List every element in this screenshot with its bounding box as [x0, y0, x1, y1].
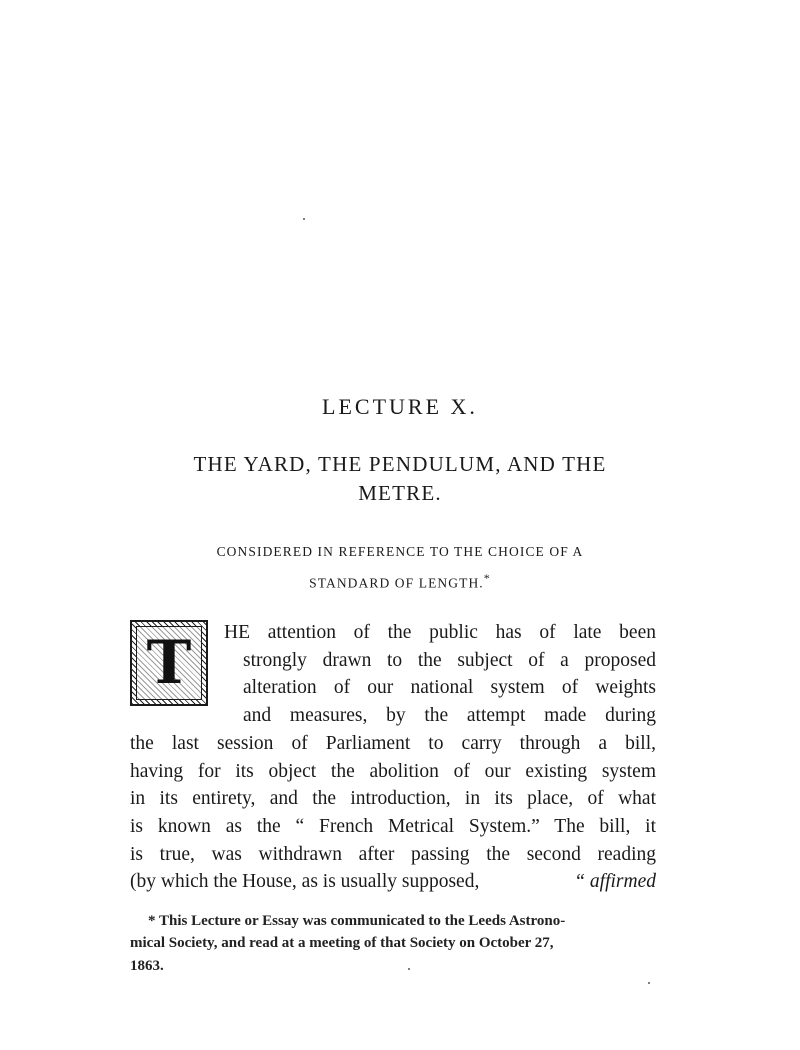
subtitle: [150, 538, 650, 597]
page-speck: [303, 218, 305, 220]
body-line-text: (by which the House, as is usually supposed,: [130, 871, 480, 892]
body-line: [130, 869, 656, 895]
body-line: strongly drawn to the subject of a proposed: [243, 650, 656, 671]
page-speck: [408, 968, 410, 970]
footnote-marker: *: [483, 571, 491, 585]
body-line: in its entirety, and the introduction, in its place, of what: [130, 788, 656, 809]
body-line: having for its object the abolition of our existing system: [130, 761, 656, 782]
drop-cap-letter: T: [136, 626, 202, 700]
footnote-line: mical Society, and read at a meeting of that Society on October 27,: [130, 935, 554, 951]
footnote-line: * This Lecture or Essay was communicated to the Leeds Astrono-: [148, 913, 566, 929]
lecture-title: LECTURE X.: [322, 394, 478, 419]
footnote-line: 1863.: [130, 958, 164, 974]
body-line: is true, was withdrawn after passing the second reading: [130, 844, 656, 865]
body-line: alteration of our national system of weights: [243, 677, 656, 698]
decorated-initial: [130, 620, 208, 706]
body-line: the last session of Parliament to carry through a bill,: [130, 733, 656, 754]
subtitle-line: STANDARD OF LENGTH.*: [309, 571, 491, 591]
chapter-title: [140, 450, 660, 508]
body-line-italic: “ affirmed: [574, 871, 656, 892]
chapter-title-line: METRE.: [358, 481, 442, 505]
chapter-title-line: THE YARD, THE PENDULUM, AND THE: [193, 452, 607, 476]
body-line: HE attention of the public has of late been: [224, 622, 656, 643]
subtitle-line: CONSIDERED IN REFERENCE TO THE CHOICE OF A: [216, 544, 584, 559]
body-line: is known as the “ French Metrical System.” The bill, it: [130, 816, 656, 837]
page-speck: [648, 982, 650, 984]
body-line: and measures, by the attempt made during: [243, 705, 656, 726]
